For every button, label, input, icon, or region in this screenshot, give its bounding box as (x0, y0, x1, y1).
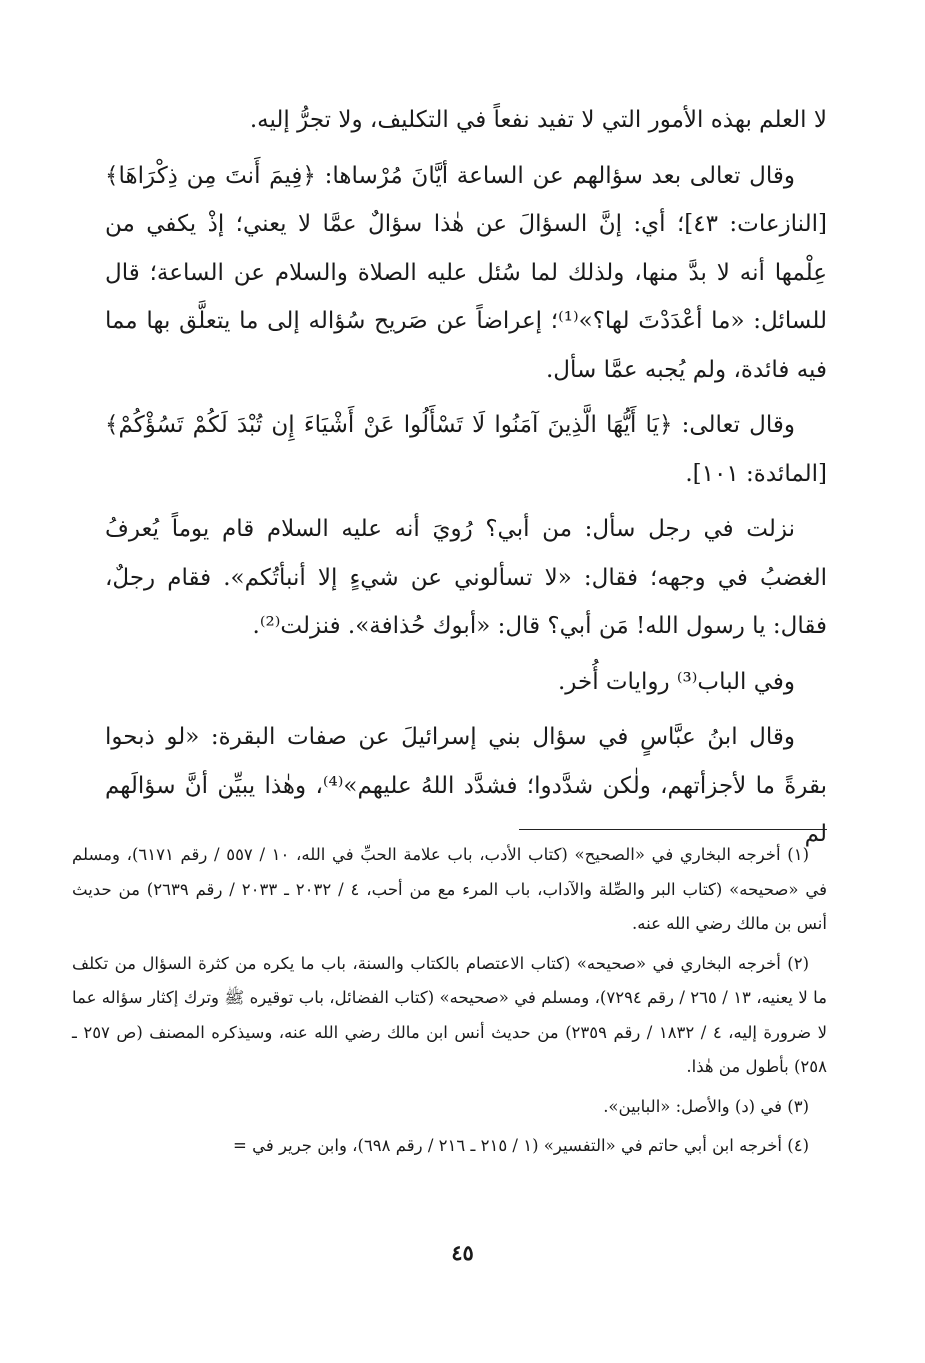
footnote-1: (١) أخرجه البخاري في «الصحيح» (كتاب الأدب، باب علامة الحبِّ في الله، ١٠ / ٥٥٧ / رقم ٦١٧١)، ومسلم في «صحيحه» (كتاب البر والصِّلة والآداب، باب المرء مع من أحب، ٤ / ٢٠٣٢ ـ ٢٠٣٣ / رقم ٢٦٣٩) من حديث أنس بن مالك رضي الله عنه. (72, 845, 827, 933)
paragraph-6: وقال ابنُ عبَّاسٍ في سؤال بني إسرائيلَ عن صفات البقرة: «لو ذبحوا بقرةً ما لأجزأتهم، ولٰكن شدَّدوا؛ فشدَّد اللهُ عليهم»⁽⁴⁾، وهٰذا يبيِّن أنَّ سؤالَهم لم (105, 724, 827, 847)
paragraph-5: وفي الباب⁽³⁾ روايات أُخر. (557, 668, 795, 695)
footnotes (72, 838, 827, 1169)
page-number: ٤٥ (451, 1240, 474, 1265)
paragraph-2: وقال تعالى بعد سؤالهم عن الساعة أيَّانَ مُرْساها: ﴿فِيمَ أَنتَ مِن ذِكْرَاهَا﴾ [النازعات: ٤٣]؛ أي: إنَّ السؤالَ عن هٰذا سؤالٌ عمَّا لا يعني؛ إذْ يكفي من عِلْمها أنه لا بدَّ منها، ولذلك لما سُئل عليه الصلاة والسلام عن الساعة؛ قال للسائل: «ما أعْدَدْتَ لها؟»⁽¹⁾؛ إعراضاً عن صَريح سُؤاله إلى ما يتعلَّق بها مما فيه فائدة، ولم يُجبه عمَّا سأل. (105, 162, 827, 383)
paragraph-4: نزلت في رجل سأل: من أبي؟ رُويَ أنه عليه السلام قام يوماً يُعرفُ الغضبُ في وجهه؛ فقال: «لا تسألوني عن شيءٍ إلا أنبأتُكم». فقام رجلٌ، فقال: يا رسول الله! مَن أبي؟ قال: «أبوك حُذافة». فنزلت⁽²⁾. (105, 516, 827, 639)
paragraph-1: لا العلم بهذه الأمور التي لا تفيد نفعاً في التكليف، ولا تجرُّ إليه. (249, 107, 827, 133)
footnote-separator (519, 829, 827, 830)
footnote-3: (٣) في (د) والأصل: «البابين». (603, 1096, 809, 1116)
footnote-2: (٢) أخرجه البخاري في «صحيحه» (كتاب الاعتصام بالكتاب والسنة، باب ما يكره من كثرة السؤال من تكلف ما لا يعنيه، ١٣ / ٢٦٥ / رقم ٧٢٩٤)، ومسلم في «صحيحه» (كتاب الفضائل، باب توقيره ﷺ وترك إكثار سؤاله عما لا ضرورة إليه، ٤ / ١٨٣٢ / رقم ٢٣٥٩) من حديث أنس ابن مالك رضي الله عنه، وسيذكره المصنف (ص ٢٥٧ ـ ٢٥٨) بأطول من هٰذا. (72, 953, 827, 1076)
footnote-4: (٤) أخرجه ابن أبي حاتم في «التفسير» (١ / ٢١٥ ـ ٢١٦ / رقم ٦٩٨)، وابن جرير في = (233, 1136, 809, 1155)
main-text (105, 96, 827, 866)
paragraph-3: وقال تعالى: ﴿يَا أَيُّهَا الَّذِينَ آمَنُوا لَا تَسْأَلُوا عَنْ أَشْيَاءَ إِن تُبْدَ لَكُمْ تَسُؤْكُمْ﴾ [المائدة: ١٠١]. (105, 412, 827, 487)
